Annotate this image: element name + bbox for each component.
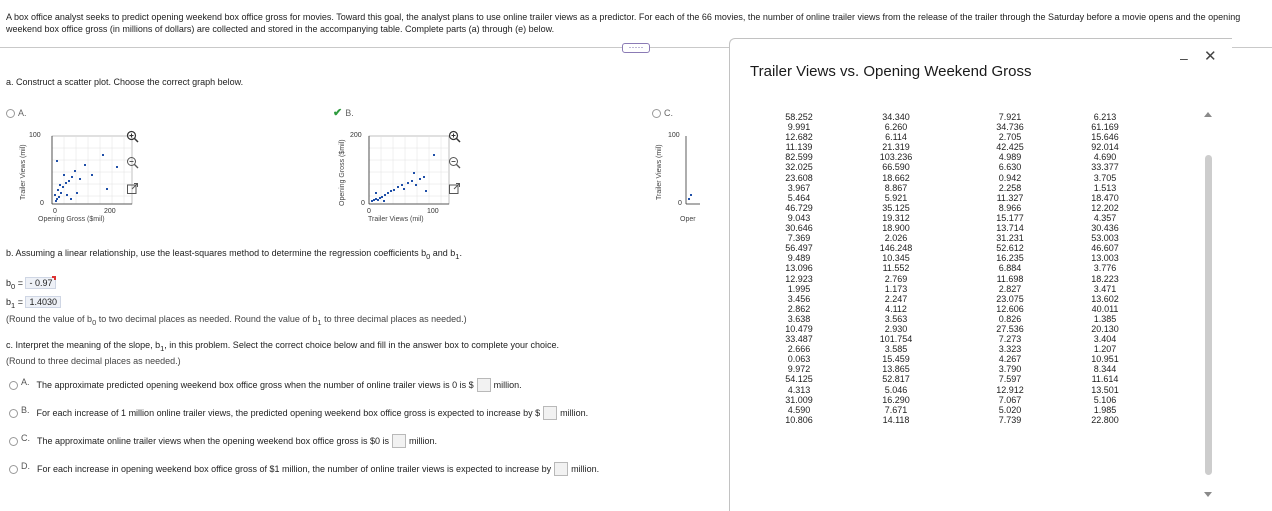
data-cell: 34.736: [996, 122, 1024, 133]
data-cell: 23.075: [996, 293, 1024, 304]
y-tick-min: 0: [678, 200, 682, 207]
data-cell: 3.967: [787, 182, 811, 193]
data-cell: 3.456: [787, 293, 811, 304]
b0-answer-box[interactable]: [25, 277, 56, 289]
data-cell: 27.536: [996, 323, 1024, 334]
data-cell: 18.662: [882, 172, 910, 183]
data-cell: 146.248: [879, 243, 913, 254]
data-cell: 2.827: [998, 283, 1022, 294]
data-cell: 53.003: [1091, 233, 1119, 244]
data-cell: 8.966: [998, 202, 1022, 213]
data-cell: 40.011: [1091, 303, 1119, 314]
y-axis-label: Trailer Views (mil): [656, 144, 663, 200]
option-c-letter: C.: [664, 108, 673, 118]
y-axis-label: Opening Gross ($mil): [339, 139, 346, 206]
data-cell: 7.597: [998, 374, 1022, 385]
data-cell: 3.471: [1093, 283, 1117, 294]
data-cell: 14.118: [882, 414, 910, 425]
radio-button[interactable]: [9, 437, 18, 446]
data-cell: 7.273: [998, 334, 1022, 345]
data-cell: 11.698: [996, 273, 1024, 284]
data-column-3: [980, 112, 1040, 425]
data-cell: 42.425: [996, 142, 1024, 153]
data-cell: 3.404: [1093, 334, 1117, 345]
scatter-plot: [46, 134, 136, 214]
answer-input[interactable]: [543, 406, 557, 420]
choice-d[interactable]: [9, 462, 599, 476]
part-b-prompt: [6, 248, 462, 261]
choice-text: For each increase in opening weekend box office gross of $1 million, the number of online trailer views is expected to increase by: [37, 464, 552, 474]
subscript: 1: [11, 300, 16, 310]
data-cell: 18.223: [1091, 273, 1119, 284]
subscript: 1: [455, 251, 460, 261]
data-cell: 31.231: [996, 233, 1024, 244]
data-cell: 46.729: [785, 202, 813, 213]
data-cell: 19.312: [882, 212, 910, 223]
equals: =: [15, 297, 26, 307]
data-cell: 3.638: [787, 313, 811, 324]
y-tick-max: 200: [350, 132, 362, 139]
data-cell: 11.552: [882, 263, 910, 274]
choice-text: For each increase of 1 million online trailer views, the predicted opening weekend box office gross is expected to increase by $: [36, 408, 541, 418]
data-cell: 32.025: [785, 162, 813, 173]
data-cell: 82.599: [785, 152, 813, 163]
data-cell: 103.236: [879, 152, 913, 163]
expand-more-button[interactable]: ·····: [622, 43, 650, 53]
b0-answer-line: [6, 277, 56, 291]
choice-unit: million.: [493, 380, 522, 390]
radio-button[interactable]: [9, 409, 18, 418]
data-column-4: [1075, 112, 1135, 425]
y-axis-label: Trailer Views (mil): [20, 144, 27, 200]
x-tick-min: 0: [53, 208, 57, 215]
data-cell: 3.776: [1093, 263, 1117, 274]
data-cell: 15.646: [1091, 132, 1119, 143]
data-cell: 23.608: [785, 172, 813, 183]
data-cell: 35.125: [882, 202, 910, 213]
data-cell: 15.459: [882, 354, 910, 365]
subscript: 0: [426, 251, 431, 261]
data-cell: 2.769: [884, 273, 908, 284]
b1-label: b: [6, 297, 12, 307]
data-cell: 2.862: [787, 303, 811, 314]
data-column-2: [866, 112, 926, 425]
data-cell: 2.666: [787, 344, 811, 355]
data-cell: 4.989: [998, 152, 1022, 163]
part-c-text: c. Interpret the meaning of the slope, b: [6, 340, 161, 350]
data-cell: 13.003: [1091, 253, 1119, 264]
choice-letter: C.: [21, 433, 30, 443]
close-icon[interactable]: ✕: [1204, 48, 1217, 65]
data-cell: 3.563: [884, 313, 908, 324]
subscript: 0: [92, 317, 97, 327]
data-cell: 6.213: [1093, 112, 1117, 122]
part-a-prompt: a. Construct a scatter plot. Choose the correct graph below.: [6, 77, 244, 87]
data-cell: 12.606: [996, 303, 1024, 314]
minimize-icon[interactable]: –: [1180, 50, 1188, 66]
zoom-in-icon[interactable]: [448, 130, 461, 143]
data-cell: 5.106: [1093, 394, 1117, 405]
data-cell: 6.630: [998, 162, 1022, 173]
data-cell: 6.114: [885, 132, 907, 143]
data-cell: 1.995: [787, 283, 811, 294]
choice-c[interactable]: [9, 434, 437, 448]
data-cell: 33.377: [1091, 162, 1119, 173]
data-cell: 9.043: [787, 212, 811, 223]
y-tick-max: 100: [29, 132, 41, 139]
radio-button[interactable]: [652, 109, 661, 118]
data-cell: 0.942: [998, 172, 1022, 183]
data-column-1: [769, 112, 829, 425]
equals: =: [15, 278, 26, 288]
radio-button[interactable]: [9, 381, 18, 390]
part-b-text: and b: [430, 248, 456, 258]
data-cell: 3.323: [998, 344, 1022, 355]
data-cell: 30.436: [1091, 223, 1119, 234]
incorrect-mark-icon: [52, 276, 56, 280]
checkmark-icon: ✔: [333, 106, 343, 119]
part-b-text: b. Assuming a linear relationship, use the least-squares method to determine the regression coefficients b: [6, 248, 427, 258]
data-cell: 4.590: [787, 404, 811, 415]
x-axis-label: Trailer Views (mil): [368, 216, 424, 223]
choice-letter: A.: [21, 377, 30, 387]
b1-value: 1.4030: [29, 297, 57, 307]
choice-text: The approximate online trailer views when the opening weekend box office gross is $0 is: [37, 436, 390, 446]
data-cell: 12.912: [996, 384, 1024, 395]
data-cell: 2.026: [884, 233, 908, 244]
data-cell: 4.313: [787, 384, 811, 395]
zoom-in-icon[interactable]: [126, 130, 139, 143]
data-cell: 46.607: [1091, 243, 1119, 254]
x-axis-label: Oper: [680, 216, 696, 223]
data-cell: 2.930: [884, 323, 908, 334]
data-cell: 7.067: [998, 394, 1022, 405]
data-cell: 2.247: [884, 293, 908, 304]
choice-unit: million.: [571, 464, 600, 474]
part-b-text: .: [459, 248, 462, 258]
choice-text: The approximate predicted opening weekend box office gross when the number of online trailer views is 0 is $: [36, 380, 474, 390]
data-cell: 12.923: [785, 273, 813, 284]
data-cell: 7.739: [998, 414, 1022, 425]
data-cell: 33.487: [785, 334, 813, 345]
b1-answer-line: [6, 296, 61, 310]
data-cell: 5.921: [884, 192, 908, 203]
data-cell: 58.252: [785, 112, 813, 122]
data-cell: 11.327: [996, 192, 1024, 203]
data-cell: 11.614: [1091, 374, 1119, 385]
data-cell: 31.009: [785, 394, 813, 405]
data-cell: 3.585: [884, 344, 908, 355]
data-cell: 13.096: [785, 263, 813, 274]
zoom-out-icon[interactable]: [126, 156, 139, 169]
data-cell: 16.290: [882, 394, 910, 405]
part-c-prompt: [6, 340, 559, 353]
data-cell: 18.900: [882, 223, 910, 234]
data-cell: 6.884: [998, 263, 1022, 274]
data-cell: 52.612: [996, 243, 1024, 254]
radio-button[interactable]: [6, 109, 15, 118]
data-cell: 1.513: [1093, 182, 1117, 193]
x-axis-label: Opening Gross ($mil): [38, 216, 105, 223]
data-cell: 9.489: [787, 253, 811, 264]
data-cell: 20.130: [1091, 323, 1119, 334]
choice-unit: million.: [560, 408, 589, 418]
part-c-rounding-note: (Round to three decimal places as needed.): [6, 356, 181, 366]
data-cell: 52.817: [882, 374, 910, 385]
choice-unit: million.: [409, 436, 438, 446]
data-cell: 7.671: [884, 404, 908, 415]
option-b-radio-group[interactable]: [333, 108, 354, 118]
open-external-icon[interactable]: [448, 182, 461, 195]
data-cell: 12.202: [1091, 202, 1119, 213]
choice-letter: D.: [21, 461, 30, 471]
subscript: 1: [160, 343, 165, 353]
subscript: 1: [317, 317, 322, 327]
data-cell: 4.690: [1093, 152, 1117, 163]
option-a-letter: A.: [18, 108, 27, 118]
data-cell: 9.972: [787, 364, 811, 375]
data-cell: 4.112: [885, 303, 907, 314]
choice-letter: B.: [21, 405, 30, 415]
data-cell: 61.169: [1091, 122, 1119, 133]
data-cell: 13.865: [882, 364, 910, 375]
data-cell: 13.501: [1091, 384, 1119, 395]
note-text: to two decimal places as needed. Round the value of b: [96, 314, 318, 324]
problem-intro: A box office analyst seeks to predict opening weekend box office gross for movies. Toward this goal, the analyst plans to use online trailer views as a predictor. For each of the 66 movies, the number of online trailer views from the release of the trailer through the Saturday before a movie opens and the opening weekend box office gross (in millions of dollars) are collected and stored in the accompanying table. Complete parts (a) through (e) below.: [6, 12, 1241, 34]
scatter-plot: [363, 134, 453, 214]
data-cell: 3.790: [998, 364, 1022, 375]
b0-value: - 0.97: [29, 278, 53, 288]
radio-button[interactable]: [9, 465, 18, 474]
data-cell: 22.800: [1091, 414, 1119, 425]
data-cell: 2.705: [998, 132, 1022, 143]
y-tick-min: 0: [40, 200, 44, 207]
data-cell: 30.646: [785, 223, 813, 234]
part-b-rounding-note: [6, 314, 467, 327]
y-tick-max: 100: [668, 132, 680, 139]
data-cell: 1.207: [1093, 344, 1117, 355]
data-cell: 10.951: [1091, 354, 1119, 365]
data-cell: 6.260: [884, 122, 908, 133]
scroll-down-arrow-icon[interactable]: [1204, 492, 1212, 497]
part-c-text: , in this problem. Select the correct choice below and fill in the answer box to complete your choice.: [164, 340, 559, 350]
data-cell: 13.714: [996, 223, 1024, 234]
data-cell: 4.267: [998, 354, 1022, 365]
data-cell: 15.177: [996, 212, 1024, 223]
answer-input[interactable]: [554, 462, 568, 476]
choice-b[interactable]: [9, 406, 588, 420]
option-a-radio-group[interactable]: [6, 108, 27, 118]
data-cell: 11.139: [785, 142, 813, 153]
data-cell: 13.602: [1091, 293, 1119, 304]
data-cell: 8.344: [1093, 364, 1117, 375]
data-cell: 0.063: [787, 354, 811, 365]
data-cell: 3.705: [1093, 172, 1117, 183]
data-cell: 5.464: [787, 192, 811, 203]
data-cell: 56.497: [785, 243, 813, 254]
data-cell: 21.319: [882, 142, 910, 153]
data-cell: 2.258: [998, 182, 1022, 193]
data-cell: 1.985: [1093, 404, 1117, 415]
data-cell: 0.826: [998, 313, 1022, 324]
x-tick-max: 200: [104, 208, 116, 215]
data-cell: 7.921: [998, 112, 1022, 122]
scrollbar-thumb[interactable]: [1205, 155, 1212, 475]
data-cell: 16.235: [996, 253, 1024, 264]
data-cell: 10.806: [785, 414, 813, 425]
data-cell: 10.345: [882, 253, 910, 264]
data-cell: 34.340: [882, 112, 910, 122]
answer-input[interactable]: [477, 378, 491, 392]
data-cell: 101.754: [879, 334, 913, 345]
answer-input[interactable]: [392, 434, 406, 448]
data-cell: 1.173: [884, 283, 908, 294]
data-cell: 66.590: [882, 162, 910, 173]
option-b-letter: B.: [345, 108, 354, 118]
data-cell: 12.682: [785, 132, 813, 143]
x-tick-min: 0: [367, 208, 371, 215]
b0-label: b: [6, 278, 12, 288]
data-cell: 10.479: [785, 323, 813, 334]
note-text: (Round the value of b: [6, 314, 93, 324]
data-cell: 1.385: [1093, 313, 1117, 324]
option-c-radio-group[interactable]: [652, 108, 673, 118]
choice-a[interactable]: [9, 378, 522, 392]
data-cell: 92.014: [1091, 142, 1119, 153]
b1-answer-box[interactable]: [25, 296, 61, 308]
zoom-out-icon[interactable]: [448, 156, 461, 169]
note-text: to three decimal places as needed.): [321, 314, 467, 324]
data-cell: 8.867: [884, 182, 908, 193]
scroll-up-arrow-icon[interactable]: [1204, 112, 1212, 117]
subscript: 0: [11, 281, 16, 291]
data-cell: 18.470: [1091, 192, 1119, 203]
data-cell: 5.020: [998, 404, 1022, 415]
y-tick-min: 0: [361, 200, 365, 207]
data-cell: 5.046: [884, 384, 908, 395]
open-external-icon[interactable]: [126, 182, 139, 195]
scatter-plot: [680, 134, 700, 214]
data-cell: 9.991: [787, 122, 811, 133]
data-cell: 54.125: [785, 374, 813, 385]
panel-title: Trailer Views vs. Opening Weekend Gross: [750, 63, 1032, 80]
data-cell: 7.369: [787, 233, 811, 244]
data-cell: 4.357: [1093, 212, 1117, 223]
x-tick-max: 100: [427, 208, 439, 215]
